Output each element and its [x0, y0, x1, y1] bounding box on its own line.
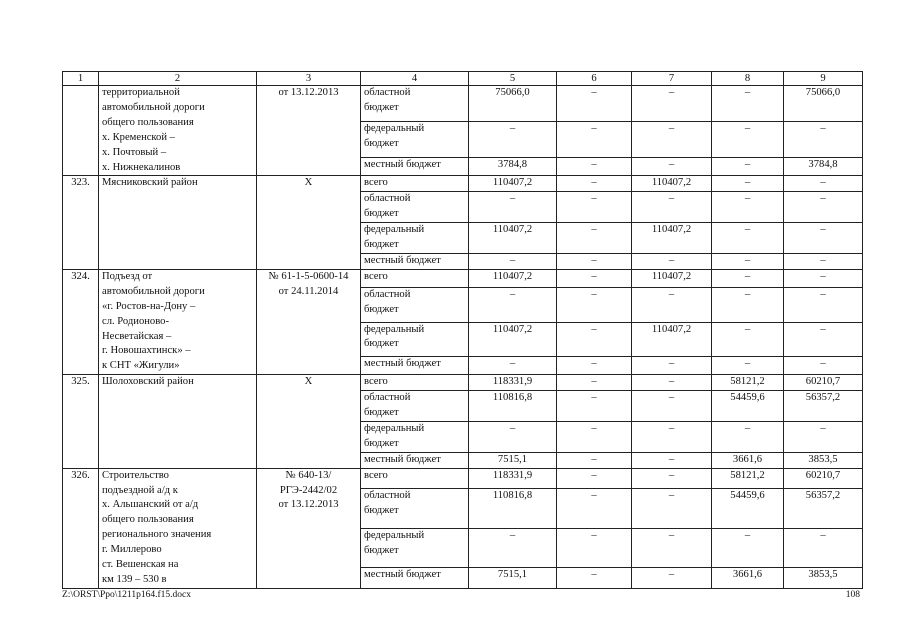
- amount-cell: –: [557, 176, 632, 192]
- amount-cell: –: [784, 421, 863, 452]
- amount-cell: –: [469, 528, 557, 568]
- amount-cell: 3784,8: [469, 157, 557, 176]
- amount-cell: –: [632, 568, 712, 589]
- row-number: 325.: [63, 375, 99, 468]
- amount-cell: –: [557, 287, 632, 322]
- amount-cell: –: [712, 192, 784, 223]
- amount-cell: 110407,2: [469, 269, 557, 287]
- object-name: Шолоховский район: [99, 375, 257, 468]
- amount-cell: 56357,2: [784, 391, 863, 422]
- table-row: [63, 86, 863, 122]
- funding-source: областной бюджет: [361, 192, 469, 223]
- funding-source: местный бюджет: [361, 253, 469, 269]
- table-row: [63, 375, 863, 391]
- funding-source: местный бюджет: [361, 157, 469, 176]
- amount-cell: –: [557, 468, 632, 488]
- amount-cell: 54459,6: [712, 391, 784, 422]
- amount-cell: –: [784, 357, 863, 375]
- amount-cell: –: [632, 489, 712, 529]
- table-row: [63, 176, 863, 192]
- funding-source: областной бюджет: [361, 287, 469, 322]
- amount-cell: 110407,2: [632, 176, 712, 192]
- amount-cell: –: [557, 568, 632, 589]
- amount-cell: –: [469, 421, 557, 452]
- amount-cell: –: [557, 223, 632, 254]
- amount-cell: –: [469, 357, 557, 375]
- funding-source: федеральный бюджет: [361, 223, 469, 254]
- amount-cell: –: [712, 121, 784, 157]
- amount-cell: –: [784, 528, 863, 568]
- amount-cell: –: [712, 223, 784, 254]
- amount-cell: 110407,2: [469, 223, 557, 254]
- amount-cell: –: [557, 157, 632, 176]
- amount-cell: 118331,9: [469, 468, 557, 488]
- amount-cell: 54459,6: [712, 489, 784, 529]
- amount-cell: –: [632, 121, 712, 157]
- document-reference: Х: [257, 375, 361, 468]
- amount-cell: 3661,6: [712, 568, 784, 589]
- funding-source: всего: [361, 176, 469, 192]
- document-reference: от 13.12.2013: [257, 86, 361, 176]
- amount-cell: –: [557, 269, 632, 287]
- document-reference: № 640-13/ РГЭ-2442/02 от 13.12.2013: [257, 468, 361, 588]
- amount-cell: –: [557, 86, 632, 122]
- column-number: 5: [469, 72, 557, 86]
- amount-cell: –: [632, 157, 712, 176]
- amount-cell: –: [632, 287, 712, 322]
- amount-cell: –: [632, 391, 712, 422]
- amount-cell: –: [784, 322, 863, 357]
- amount-cell: –: [632, 357, 712, 375]
- amount-cell: 60210,7: [784, 468, 863, 488]
- amount-cell: –: [557, 452, 632, 468]
- amount-cell: –: [557, 528, 632, 568]
- row-number: 323.: [63, 176, 99, 269]
- amount-cell: 75066,0: [784, 86, 863, 122]
- table-row: [63, 468, 863, 488]
- amount-cell: –: [632, 468, 712, 488]
- column-number-row: [63, 72, 863, 86]
- amount-cell: –: [469, 253, 557, 269]
- amount-cell: 3853,5: [784, 452, 863, 468]
- amount-cell: 110407,2: [632, 223, 712, 254]
- budget-table-container: [62, 71, 862, 589]
- amount-cell: –: [557, 121, 632, 157]
- amount-cell: –: [632, 452, 712, 468]
- amount-cell: –: [557, 322, 632, 357]
- amount-cell: 110407,2: [469, 322, 557, 357]
- amount-cell: –: [712, 528, 784, 568]
- amount-cell: –: [784, 192, 863, 223]
- amount-cell: –: [469, 287, 557, 322]
- amount-cell: –: [784, 287, 863, 322]
- column-number: 4: [361, 72, 469, 86]
- amount-cell: –: [557, 192, 632, 223]
- funding-source: федеральный бюджет: [361, 121, 469, 157]
- funding-source: областной бюджет: [361, 489, 469, 529]
- amount-cell: –: [632, 375, 712, 391]
- object-name: Мясниковский район: [99, 176, 257, 269]
- amount-cell: –: [632, 253, 712, 269]
- amount-cell: –: [557, 375, 632, 391]
- row-number: [63, 86, 99, 176]
- amount-cell: –: [469, 192, 557, 223]
- row-number: 326.: [63, 468, 99, 588]
- amount-cell: –: [557, 489, 632, 529]
- amount-cell: –: [712, 176, 784, 192]
- amount-cell: 56357,2: [784, 489, 863, 529]
- funding-source: местный бюджет: [361, 568, 469, 589]
- amount-cell: 110816,8: [469, 489, 557, 529]
- object-name: Подъезд от автомобильной дороги «г. Ростов-на-Дону – сл. Родионово- Несветайская – г. Новошахтинск» – к СНТ «Жигули»: [99, 269, 257, 374]
- amount-cell: –: [784, 223, 863, 254]
- amount-cell: –: [469, 121, 557, 157]
- amount-cell: –: [712, 287, 784, 322]
- amount-cell: –: [784, 269, 863, 287]
- object-name: территориальной автомобильной дороги общего пользования х. Кременской – х. Почтовый – х. Нижнекалинов: [99, 86, 257, 176]
- amount-cell: 7515,1: [469, 568, 557, 589]
- column-number: 7: [632, 72, 712, 86]
- funding-source: всего: [361, 375, 469, 391]
- table-row: [63, 269, 863, 287]
- amount-cell: 3784,8: [784, 157, 863, 176]
- page-number: 108: [845, 590, 860, 600]
- object-name: Строительство подъездной а/д к х. Альшанский от а/д общего пользования регионального значения г. Миллерово ст. Вешенская на км 139 – 530 в: [99, 468, 257, 588]
- amount-cell: 58121,2: [712, 468, 784, 488]
- amount-cell: –: [712, 157, 784, 176]
- amount-cell: 3853,5: [784, 568, 863, 589]
- budget-table: [62, 71, 863, 589]
- amount-cell: 110407,2: [469, 176, 557, 192]
- row-number: 324.: [63, 269, 99, 374]
- funding-source: всего: [361, 269, 469, 287]
- amount-cell: 75066,0: [469, 86, 557, 122]
- column-number: 9: [784, 72, 863, 86]
- document-reference: Х: [257, 176, 361, 269]
- column-number: 6: [557, 72, 632, 86]
- amount-cell: –: [784, 176, 863, 192]
- amount-cell: –: [712, 86, 784, 122]
- amount-cell: –: [784, 253, 863, 269]
- funding-source: областной бюджет: [361, 391, 469, 422]
- column-number: 2: [99, 72, 257, 86]
- amount-cell: –: [632, 421, 712, 452]
- amount-cell: –: [632, 192, 712, 223]
- funding-source: всего: [361, 468, 469, 488]
- amount-cell: 110407,2: [632, 322, 712, 357]
- amount-cell: –: [712, 322, 784, 357]
- funding-source: федеральный бюджет: [361, 528, 469, 568]
- funding-source: федеральный бюджет: [361, 421, 469, 452]
- amount-cell: –: [557, 391, 632, 422]
- amount-cell: –: [557, 357, 632, 375]
- amount-cell: –: [632, 528, 712, 568]
- amount-cell: –: [712, 253, 784, 269]
- amount-cell: –: [712, 421, 784, 452]
- amount-cell: –: [784, 121, 863, 157]
- amount-cell: 60210,7: [784, 375, 863, 391]
- amount-cell: –: [712, 357, 784, 375]
- column-number: 1: [63, 72, 99, 86]
- footer-file-path: Z:\ORST\Ppo\1211p164.f15.docx: [62, 590, 191, 600]
- amount-cell: 110407,2: [632, 269, 712, 287]
- funding-source: федеральный бюджет: [361, 322, 469, 357]
- amount-cell: 118331,9: [469, 375, 557, 391]
- amount-cell: –: [557, 253, 632, 269]
- amount-cell: 7515,1: [469, 452, 557, 468]
- amount-cell: –: [712, 269, 784, 287]
- document-reference: № 61-1-5-0600-14 от 24.11.2014: [257, 269, 361, 374]
- amount-cell: 110816,8: [469, 391, 557, 422]
- funding-source: областной бюджет: [361, 86, 469, 122]
- funding-source: местный бюджет: [361, 452, 469, 468]
- funding-source: местный бюджет: [361, 357, 469, 375]
- amount-cell: 58121,2: [712, 375, 784, 391]
- amount-cell: 3661,6: [712, 452, 784, 468]
- amount-cell: –: [632, 86, 712, 122]
- column-number: 3: [257, 72, 361, 86]
- column-number: 8: [712, 72, 784, 86]
- amount-cell: –: [557, 421, 632, 452]
